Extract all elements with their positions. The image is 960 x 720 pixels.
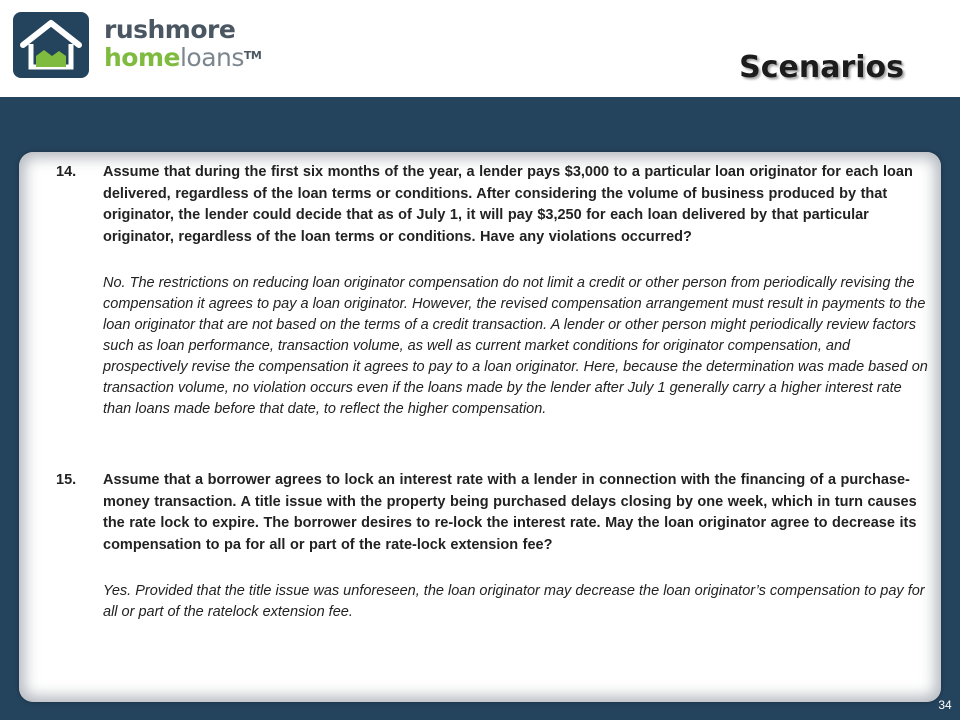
- scenario-question: Assume that during the first six months of the year, a lender pays $3,000 to a particular loan originator for each loan delivered, regardless of the loan terms or conditions. After considering the volume of business produced by that originator, the lender could decide that as of July 1, it will pay $3,250 for each loan delivered by that particular originator, regardless of the loan terms or conditions. Have any violations occurred?: [103, 164, 913, 246]
- scenario-answer: Yes. Provided that the title issue was unforeseen, the loan originator may decrease the loan originator’s compensation to pay for all or part of the ratelock extension fee.: [103, 583, 925, 620]
- header: [0, 0, 960, 97]
- page-title: Scenarios: [739, 50, 904, 85]
- brand-subname: [104, 44, 261, 72]
- brand-loans: loans: [179, 43, 244, 72]
- rushmore-logo-icon: [13, 12, 89, 78]
- scenario-number: 14.: [56, 164, 77, 180]
- scenario-answer: No. The restrictions on reducing loan originator compensation do not limit a credit or other person from periodically revising the compensation it agrees to pay a loan originator. However, the revised compensation arrangement must result in payments to the loan originator that are not based on the terms of a credit transaction. A lender or other person might periodically review factors such as loan performance, transaction volume, as well as current market conditions for originator compensation, and prospectively revise the compensation it agrees to pay to a loan originator. Here, because the determination was made based on transaction volume, no violation occurs even if the loans made by the lender after July 1 generally carry a higher interest rate than loans made before that date, to reflect the higher compensation.: [103, 275, 928, 417]
- brand-home: home: [104, 43, 180, 72]
- scenario-question: Assume that a borrower agrees to lock an interest rate with a lender in connection with the financing of a purchase-money transaction. A title issue with the property being purchased delays closing by one week, which in turn causes the rate lock to expire. The borrower desires to re-lock the interest rate. May the loan originator agree to decrease its compensation to pa for all or part of the rate-lock extension fee?: [103, 472, 917, 554]
- brand-name: rushmore: [104, 15, 236, 44]
- trademark: TM: [243, 49, 262, 62]
- scenario-number: 15.: [56, 472, 77, 488]
- house-icon: [13, 12, 89, 78]
- page-number: 34: [938, 698, 952, 712]
